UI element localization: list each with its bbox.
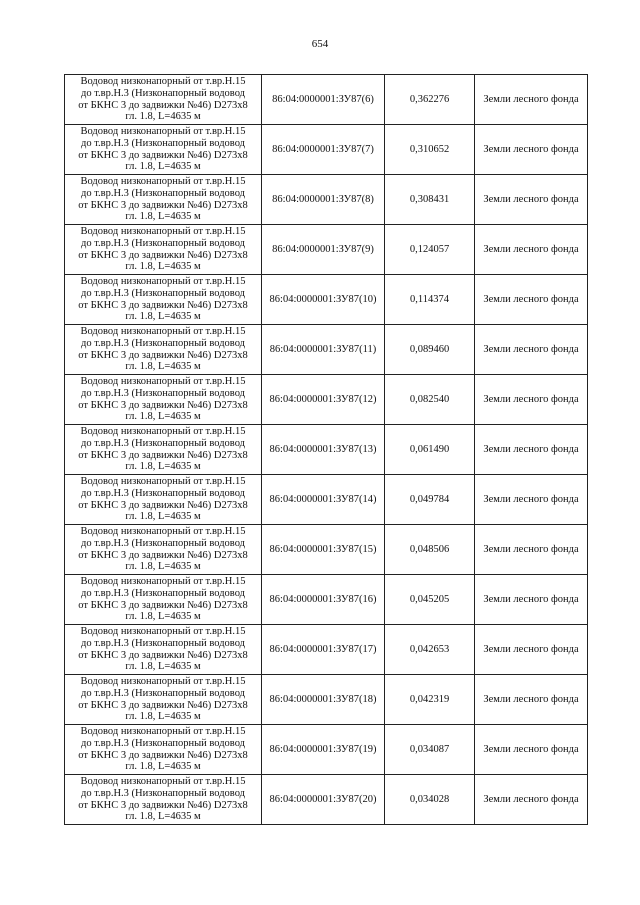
pipeline-description-cell: Водовод низконапорный от т.вр.Н.15 до т.вр.Н.3 (Низконапорный водовод от БКНС 3 до задвижки №46) D273x8 гл. 1.8, L=4635 м <box>65 775 262 825</box>
cadastral-number-cell: 86:04:0000001:ЗУ87(7) <box>262 125 385 175</box>
cadastral-number-cell: 86:04:0000001:ЗУ87(15) <box>262 525 385 575</box>
pipeline-description-cell: Водовод низконапорный от т.вр.Н.15 до т.вр.Н.3 (Низконапорный водовод от БКНС 3 до задвижки №46) D273x8 гл. 1.8, L=4635 м <box>65 275 262 325</box>
area-cell: 0,034087 <box>385 725 475 775</box>
land-category-cell: Земли лесного фонда <box>475 125 588 175</box>
cadastral-number-cell: 86:04:0000001:ЗУ87(17) <box>262 625 385 675</box>
table-row <box>65 325 588 375</box>
pipeline-description-cell: Водовод низконапорный от т.вр.Н.15 до т.вр.Н.3 (Низконапорный водовод от БКНС 3 до задвижки №46) D273x8 гл. 1.8, L=4635 м <box>65 75 262 125</box>
pipeline-description-cell: Водовод низконапорный от т.вр.Н.15 до т.вр.Н.3 (Низконапорный водовод от БКНС 3 до задвижки №46) D273x8 гл. 1.8, L=4635 м <box>65 725 262 775</box>
pipeline-description-cell: Водовод низконапорный от т.вр.Н.15 до т.вр.Н.3 (Низконапорный водовод от БКНС 3 до задвижки №46) D273x8 гл. 1.8, L=4635 м <box>65 375 262 425</box>
table-row <box>65 225 588 275</box>
cadastral-number-cell: 86:04:0000001:ЗУ87(18) <box>262 675 385 725</box>
cadastral-number-cell: 86:04:0000001:ЗУ87(9) <box>262 225 385 275</box>
land-category-cell: Земли лесного фонда <box>475 225 588 275</box>
cadastral-number-cell: 86:04:0000001:ЗУ87(13) <box>262 425 385 475</box>
pipeline-description-cell: Водовод низконапорный от т.вр.Н.15 до т.вр.Н.3 (Низконапорный водовод от БКНС 3 до задвижки №46) D273x8 гл. 1.8, L=4635 м <box>65 675 262 725</box>
area-cell: 0,089460 <box>385 325 475 375</box>
table-body <box>65 75 588 825</box>
table-row <box>65 775 588 825</box>
pipeline-description-cell: Водовод низконапорный от т.вр.Н.15 до т.вр.Н.3 (Низконапорный водовод от БКНС 3 до задвижки №46) D273x8 гл. 1.8, L=4635 м <box>65 575 262 625</box>
table-row <box>65 625 588 675</box>
pipeline-description-cell: Водовод низконапорный от т.вр.Н.15 до т.вр.Н.3 (Низконапорный водовод от БКНС 3 до задвижки №46) D273x8 гл. 1.8, L=4635 м <box>65 225 262 275</box>
cadastral-number-cell: 86:04:0000001:ЗУ87(10) <box>262 275 385 325</box>
table-row <box>65 275 588 325</box>
cadastral-number-cell: 86:04:0000001:ЗУ87(8) <box>262 175 385 225</box>
pipeline-description-cell: Водовод низконапорный от т.вр.Н.15 до т.вр.Н.3 (Низконапорный водовод от БКНС 3 до задвижки №46) D273x8 гл. 1.8, L=4635 м <box>65 325 262 375</box>
table-row <box>65 675 588 725</box>
area-cell: 0,042319 <box>385 675 475 725</box>
table-row <box>65 725 588 775</box>
cadastral-number-cell: 86:04:0000001:ЗУ87(14) <box>262 475 385 525</box>
area-cell: 0,362276 <box>385 75 475 125</box>
cadastral-number-cell: 86:04:0000001:ЗУ87(12) <box>262 375 385 425</box>
land-category-cell: Земли лесного фонда <box>475 625 588 675</box>
area-cell: 0,114374 <box>385 275 475 325</box>
area-cell: 0,049784 <box>385 475 475 525</box>
land-category-cell: Земли лесного фонда <box>475 675 588 725</box>
area-cell: 0,124057 <box>385 225 475 275</box>
area-cell: 0,308431 <box>385 175 475 225</box>
cadastral-number-cell: 86:04:0000001:ЗУ87(11) <box>262 325 385 375</box>
land-plot-table <box>64 74 588 825</box>
cadastral-number-cell: 86:04:0000001:ЗУ87(16) <box>262 575 385 625</box>
table-row <box>65 375 588 425</box>
land-category-cell: Земли лесного фонда <box>475 775 588 825</box>
table-row <box>65 425 588 475</box>
area-cell: 0,310652 <box>385 125 475 175</box>
cadastral-number-cell: 86:04:0000001:ЗУ87(20) <box>262 775 385 825</box>
land-category-cell: Земли лесного фонда <box>475 475 588 525</box>
pipeline-description-cell: Водовод низконапорный от т.вр.Н.15 до т.вр.Н.3 (Низконапорный водовод от БКНС 3 до задвижки №46) D273x8 гл. 1.8, L=4635 м <box>65 525 262 575</box>
table-row <box>65 125 588 175</box>
land-category-cell: Земли лесного фонда <box>475 525 588 575</box>
table-row <box>65 475 588 525</box>
table-row <box>65 75 588 125</box>
area-cell: 0,082540 <box>385 375 475 425</box>
cadastral-number-cell: 86:04:0000001:ЗУ87(6) <box>262 75 385 125</box>
land-category-cell: Земли лесного фонда <box>475 175 588 225</box>
area-cell: 0,048506 <box>385 525 475 575</box>
land-category-cell: Земли лесного фонда <box>475 75 588 125</box>
pipeline-description-cell: Водовод низконапорный от т.вр.Н.15 до т.вр.Н.3 (Низконапорный водовод от БКНС 3 до задвижки №46) D273x8 гл. 1.8, L=4635 м <box>65 125 262 175</box>
pipeline-description-cell: Водовод низконапорный от т.вр.Н.15 до т.вр.Н.3 (Низконапорный водовод от БКНС 3 до задвижки №46) D273x8 гл. 1.8, L=4635 м <box>65 425 262 475</box>
area-cell: 0,045205 <box>385 575 475 625</box>
area-cell: 0,042653 <box>385 625 475 675</box>
page-number: 654 <box>311 38 329 50</box>
area-cell: 0,061490 <box>385 425 475 475</box>
land-category-cell: Земли лесного фонда <box>475 325 588 375</box>
area-cell: 0,034028 <box>385 775 475 825</box>
land-category-cell: Земли лесного фонда <box>475 425 588 475</box>
land-category-cell: Земли лесного фонда <box>475 275 588 325</box>
land-category-cell: Земли лесного фонда <box>475 575 588 625</box>
land-category-cell: Земли лесного фонда <box>475 375 588 425</box>
table-row <box>65 175 588 225</box>
pipeline-description-cell: Водовод низконапорный от т.вр.Н.15 до т.вр.Н.3 (Низконапорный водовод от БКНС 3 до задвижки №46) D273x8 гл. 1.8, L=4635 м <box>65 625 262 675</box>
pipeline-description-cell: Водовод низконапорный от т.вр.Н.15 до т.вр.Н.3 (Низконапорный водовод от БКНС 3 до задвижки №46) D273x8 гл. 1.8, L=4635 м <box>65 175 262 225</box>
cadastral-number-cell: 86:04:0000001:ЗУ87(19) <box>262 725 385 775</box>
table-row <box>65 525 588 575</box>
table-row <box>65 575 588 625</box>
land-category-cell: Земли лесного фонда <box>475 725 588 775</box>
pipeline-description-cell: Водовод низконапорный от т.вр.Н.15 до т.вр.Н.3 (Низконапорный водовод от БКНС 3 до задвижки №46) D273x8 гл. 1.8, L=4635 м <box>65 475 262 525</box>
